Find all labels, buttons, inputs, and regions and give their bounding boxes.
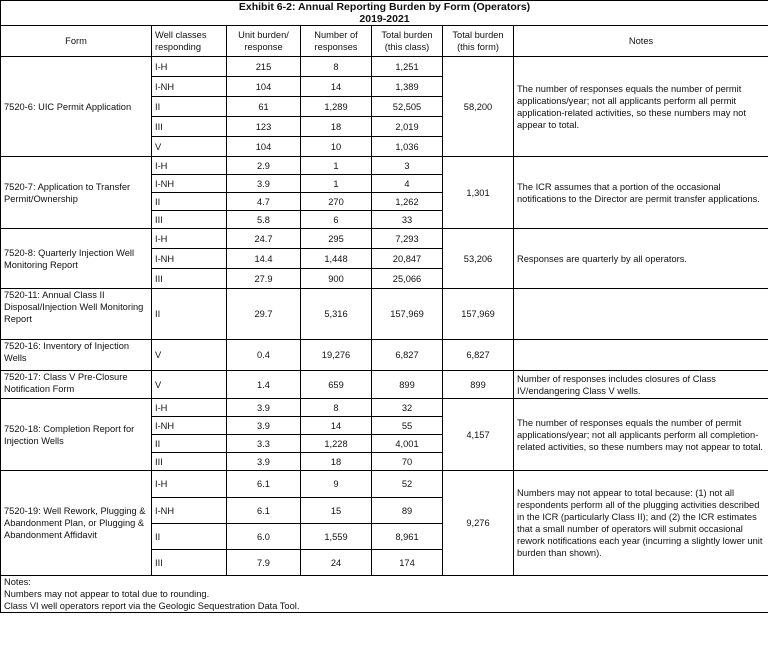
- class-total: 52,505: [372, 97, 443, 117]
- num-responses: 14: [301, 77, 372, 97]
- num-responses: 1: [301, 175, 372, 193]
- class-total: 1,262: [372, 193, 443, 211]
- header-form: Form: [1, 26, 152, 57]
- well-class: I-NH: [152, 417, 227, 435]
- unit-burden: 29.7: [227, 289, 301, 340]
- form-total: 899: [443, 371, 514, 399]
- num-responses: 14: [301, 417, 372, 435]
- class-total: 4: [372, 175, 443, 193]
- well-class: III: [152, 453, 227, 471]
- unit-burden: 6.1: [227, 471, 301, 498]
- unit-burden: 3.3: [227, 435, 301, 453]
- well-class: I-H: [152, 229, 227, 249]
- class-total: 8,961: [372, 524, 443, 550]
- class-total: 89: [372, 498, 443, 524]
- class-total: 33: [372, 211, 443, 229]
- well-class: V: [152, 340, 227, 371]
- num-responses: 8: [301, 399, 372, 417]
- num-responses: 1: [301, 157, 372, 175]
- well-class: II: [152, 193, 227, 211]
- table-row: [1, 471, 768, 498]
- form-total: 9,276: [443, 471, 514, 576]
- form-note: Numbers may not appear to total because: (1) not all respondents perform all of the plugging activities described in the ICR (particularly Class II); and (2) the ICR estimates that a small number of operators will submit occasional rework notifications each year (incurring a slightly lower unit burden than shown).: [514, 471, 768, 576]
- well-class: II: [152, 524, 227, 550]
- header-well-classes: Well classes responding: [152, 26, 227, 57]
- table-row: [1, 371, 768, 399]
- num-responses: 270: [301, 193, 372, 211]
- table-title: Exhibit 6-2: Annual Reporting Burden by Form (Operators): [238, 1, 531, 13]
- unit-burden: 123: [227, 117, 301, 137]
- class-total: 55: [372, 417, 443, 435]
- form-note: [514, 289, 768, 340]
- class-total: 157,969: [372, 289, 443, 340]
- form-name: 7520-19: Well Rework, Plugging & Abandonment Plan, or Plugging & Abandonment Affidavit: [1, 471, 152, 576]
- well-class: II: [152, 435, 227, 453]
- unit-burden: 27.9: [227, 269, 301, 289]
- form-name: 7520-6: UIC Permit Application: [1, 57, 152, 157]
- well-class: I-H: [152, 399, 227, 417]
- form-note: Number of responses includes closures of Class IV/endangering Class V wells.: [514, 371, 768, 399]
- unit-burden: 4.7: [227, 193, 301, 211]
- table-row: [1, 340, 768, 371]
- footnotes-heading: Notes:: [4, 577, 31, 587]
- well-class: III: [152, 117, 227, 137]
- form-total: 58,200: [443, 57, 514, 157]
- form-note: Responses are quarterly by all operators.: [514, 229, 768, 289]
- num-responses: 9: [301, 471, 372, 498]
- header-row: [1, 26, 768, 57]
- form-name: 7520-17: Class V Pre-Closure Notification Form: [1, 371, 152, 399]
- class-total: 25,066: [372, 269, 443, 289]
- well-class: I-NH: [152, 77, 227, 97]
- form-total: 157,969: [443, 289, 514, 340]
- form-name: 7520-11: Annual Class II Disposal/Injection Well Monitoring Report: [1, 289, 152, 340]
- num-responses: 8: [301, 57, 372, 77]
- form-note: The number of responses equals the number of permit applications/year; not all applicants perform all completion-related activities, so these numbers may not appear to total.: [514, 399, 768, 471]
- table-subtitle: 2019-2021: [359, 13, 410, 25]
- class-total: 174: [372, 550, 443, 576]
- well-class: I-H: [152, 471, 227, 498]
- form-note: The number of responses equals the number of permit applications/year; not all applicants perform all permit application-related activities, so these numbers may not appear to total.: [514, 57, 768, 157]
- footnote-line: Class VI well operators report via the Geologic Sequestration Data Tool.: [4, 601, 300, 611]
- num-responses: 15: [301, 498, 372, 524]
- table-row: [1, 57, 768, 77]
- num-responses: 18: [301, 453, 372, 471]
- title-row: [1, 1, 768, 26]
- table-row: [1, 399, 768, 417]
- form-name: 7520-7: Application to Transfer Permit/Ownership: [1, 157, 152, 229]
- unit-burden: 6.0: [227, 524, 301, 550]
- unit-burden: 5.8: [227, 211, 301, 229]
- well-class: V: [152, 371, 227, 399]
- num-responses: 24: [301, 550, 372, 576]
- num-responses: 10: [301, 137, 372, 157]
- unit-burden: 6.1: [227, 498, 301, 524]
- unit-burden: 7.9: [227, 550, 301, 576]
- class-total: 70: [372, 453, 443, 471]
- table-row: [1, 157, 768, 175]
- class-total: 2,019: [372, 117, 443, 137]
- well-class: III: [152, 550, 227, 576]
- well-class: II: [152, 289, 227, 340]
- unit-burden: 61: [227, 97, 301, 117]
- well-class: I-NH: [152, 175, 227, 193]
- class-total: 4,001: [372, 435, 443, 453]
- form-total: 6,827: [443, 340, 514, 371]
- unit-burden: 14.4: [227, 249, 301, 269]
- unit-burden: 215: [227, 57, 301, 77]
- well-class: III: [152, 211, 227, 229]
- num-responses: 1,448: [301, 249, 372, 269]
- table-row: [1, 289, 768, 340]
- well-class: I-H: [152, 57, 227, 77]
- form-note: The ICR assumes that a portion of the occasional notifications to the Director are permit transfer applications.: [514, 157, 768, 229]
- unit-burden: 0.4: [227, 340, 301, 371]
- num-responses: 18: [301, 117, 372, 137]
- class-total: 6,827: [372, 340, 443, 371]
- header-unit-burden: Unit burden/ response: [227, 26, 301, 57]
- unit-burden: 3.9: [227, 399, 301, 417]
- form-note: [514, 340, 768, 371]
- class-total: 32: [372, 399, 443, 417]
- num-responses: 295: [301, 229, 372, 249]
- unit-burden: 1.4: [227, 371, 301, 399]
- unit-burden: 3.9: [227, 453, 301, 471]
- num-responses: 1,228: [301, 435, 372, 453]
- form-total: 1,301: [443, 157, 514, 229]
- class-total: 7,293: [372, 229, 443, 249]
- header-notes: Notes: [514, 26, 768, 57]
- unit-burden: 3.9: [227, 417, 301, 435]
- class-total: 3: [372, 157, 443, 175]
- footnotes-row: [1, 576, 768, 613]
- unit-burden: 2.9: [227, 157, 301, 175]
- footnotes: [1, 576, 768, 613]
- footnote-line: Numbers may not appear to total due to rounding.: [4, 589, 210, 599]
- well-class: I-NH: [152, 249, 227, 269]
- class-total: 1,389: [372, 77, 443, 97]
- unit-burden: 3.9: [227, 175, 301, 193]
- form-total: 4,157: [443, 399, 514, 471]
- well-class: I-H: [152, 157, 227, 175]
- num-responses: 900: [301, 269, 372, 289]
- num-responses: 5,316: [301, 289, 372, 340]
- num-responses: 659: [301, 371, 372, 399]
- num-responses: 6: [301, 211, 372, 229]
- table-title-cell: [1, 1, 768, 26]
- header-total-class: Total burden (this class): [372, 26, 443, 57]
- class-total: 1,036: [372, 137, 443, 157]
- form-name: 7520-16: Inventory of Injection Wells: [1, 340, 152, 371]
- unit-burden: 24.7: [227, 229, 301, 249]
- num-responses: 1,289: [301, 97, 372, 117]
- well-class: V: [152, 137, 227, 157]
- unit-burden: 104: [227, 137, 301, 157]
- num-responses: 19,276: [301, 340, 372, 371]
- form-total: 53,206: [443, 229, 514, 289]
- well-class: II: [152, 97, 227, 117]
- well-class: I-NH: [152, 498, 227, 524]
- header-total-form: Total burden (this form): [443, 26, 514, 57]
- form-name: 7520-8: Quarterly Injection Well Monitoring Report: [1, 229, 152, 289]
- class-total: 52: [372, 471, 443, 498]
- class-total: 899: [372, 371, 443, 399]
- class-total: 1,251: [372, 57, 443, 77]
- well-class: III: [152, 269, 227, 289]
- table-row: [1, 229, 768, 249]
- header-num-responses: Number of responses: [301, 26, 372, 57]
- unit-burden: 104: [227, 77, 301, 97]
- form-name: 7520-18: Completion Report for Injection Wells: [1, 399, 152, 471]
- num-responses: 1,559: [301, 524, 372, 550]
- class-total: 20,847: [372, 249, 443, 269]
